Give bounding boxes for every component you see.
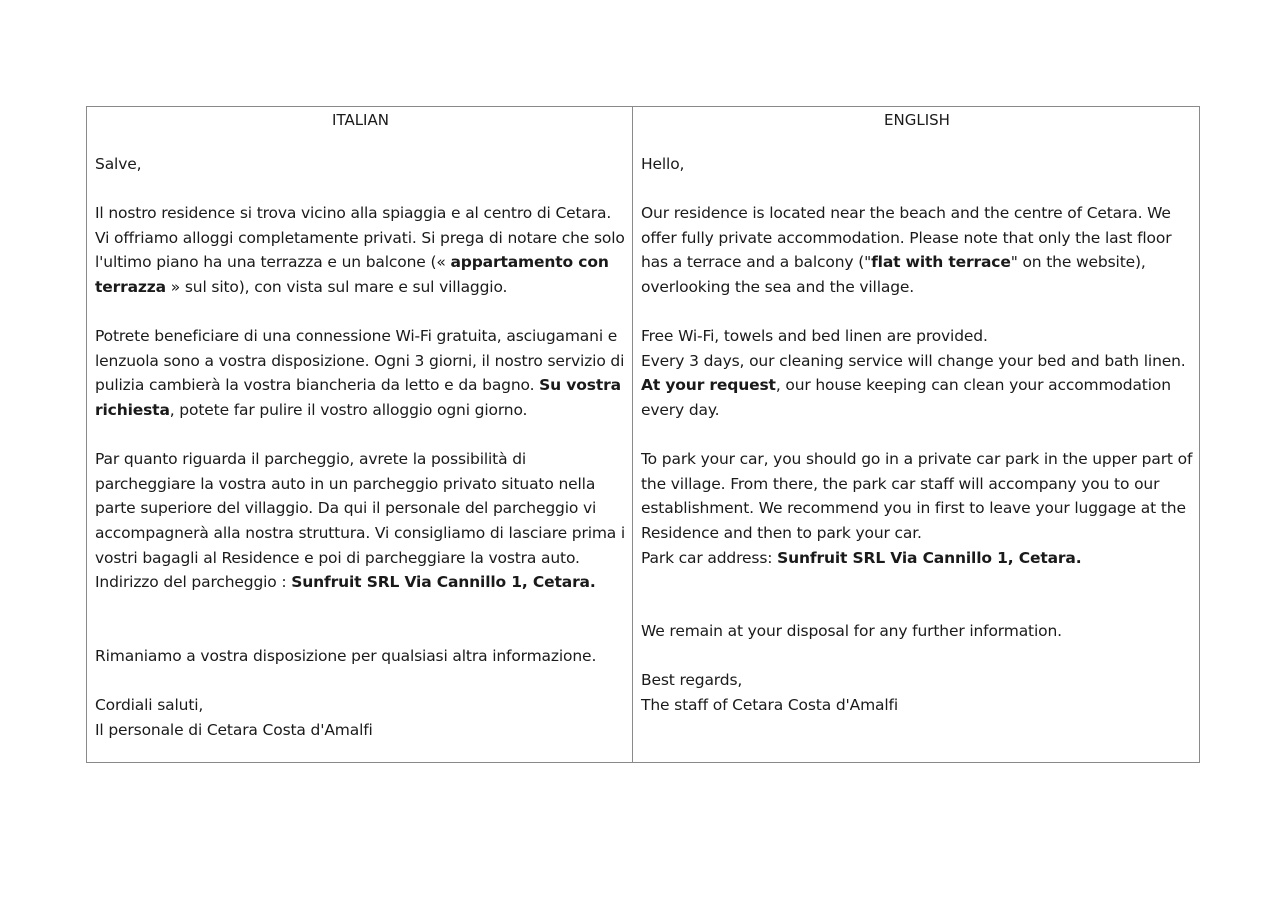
english-paragraph-parking: To park your car, you should go in a private car park in the upper part of the village. From there, the park car staff will accompany you to our establishment. We recommend you in first to leave your luggage at the Residence and then to park your car.: [641, 450, 1193, 542]
english-parking-address-line: Park car address: Sunfruit SRL Via Cannillo 1, Cetara.: [641, 548, 1082, 567]
italian-regards: Cordiali saluti,: [95, 696, 204, 715]
italian-paragraph-services: Potrete beneficiare di una connessione Wi-Fi gratuita, asciugamani e lenzuola sono a vostra disposizione. Ogni 3 giorni, il nostro servizio di pulizia cambierà la vostra biancheria da letto e da bagno. Su vostra richiesta, potete far pulire il vostro alloggio ogni giorno.: [95, 327, 625, 419]
italian-closing: Rimaniamo a vostra disposizione per qualsiasi altra informazione.: [95, 646, 597, 665]
english-column: [633, 107, 1199, 762]
english-closing: We remain at your disposal for any further information.: [641, 622, 1062, 641]
italian-column: [87, 107, 633, 762]
english-header: ENGLISH: [884, 111, 950, 129]
italian-parking-address: Sunfruit SRL Via Cannillo 1, Cetara.: [291, 573, 596, 592]
italian-on-request-label: Su vostra richiesta: [95, 376, 621, 419]
italian-greeting: Salve,: [95, 155, 142, 173]
bilingual-letter-table: [86, 106, 1200, 763]
english-on-request-label: At your request: [641, 376, 776, 395]
english-greeting: Hello,: [641, 155, 685, 173]
english-services-line-wifi: Free Wi-Fi, towels and bed linen are provided.: [641, 327, 988, 346]
italian-signature: Il personale di Cetara Costa d'Amalfi: [95, 720, 373, 739]
english-parking-address: Sunfruit SRL Via Cannillo 1, Cetara.: [777, 548, 1082, 567]
english-services-line-cleaning: Every 3 days, our cleaning service will change your bed and bath linen.: [641, 351, 1186, 370]
italian-terrace-flat-label: appartamento con terrazza: [95, 253, 609, 296]
english-terrace-flat-label: flat with terrace: [871, 253, 1011, 272]
italian-paragraph-parking: Par quanto riguarda il parcheggio, avrete la possibilità di parcheggiare la vostra auto in un parcheggio privato situato nella parte superiore del villaggio. Da qui il personale del parcheggio vi accompagnerà alla nostra struttura. Vi consigliamo di lasciare prima i vostri bagagli al Residence e poi di parcheggiare la vostra auto. Indirizzo del parcheggio : Sunfruit SRL Via Cannillo 1, Cetara.: [95, 450, 626, 592]
english-regards: Best regards,: [641, 671, 743, 690]
english-paragraph-residence: Our residence is located near the beach and the centre of Cetara. We offer fully private accommodation. Please note that only the last floor has a terrace and a balcony ("flat with terrace" on the website), overlooking the sea and the village.: [641, 204, 1172, 296]
italian-paragraph-residence: Il nostro residence si trova vicino alla spiaggia e al centro di Cetara. Vi offriamo alloggi completamente privati. Si prega di notare che solo l'ultimo piano ha una terrazza e un balcone (« appartamento con terrazza » sul sito), con vista sul mare e sul villaggio.: [95, 204, 625, 296]
english-services-line-request: At your request, our house keeping can clean your accommodation every day.: [641, 376, 1171, 419]
italian-header: ITALIAN: [332, 111, 389, 129]
english-signature: The staff of Cetara Costa d'Amalfi: [641, 696, 899, 715]
